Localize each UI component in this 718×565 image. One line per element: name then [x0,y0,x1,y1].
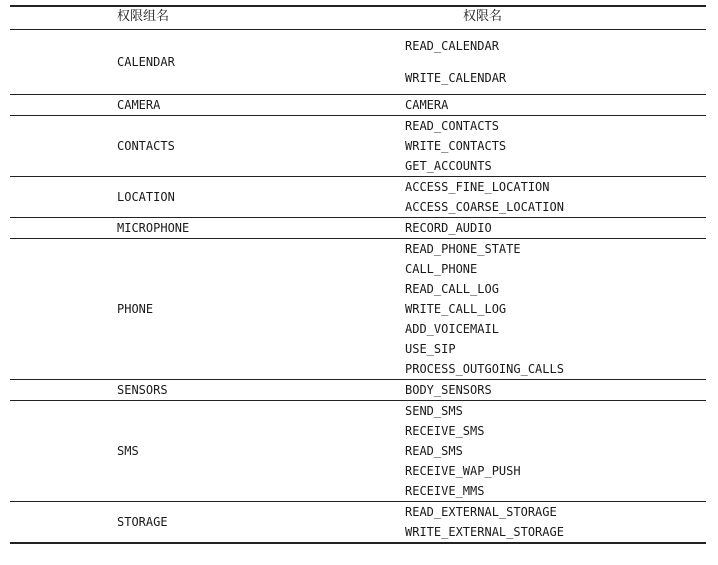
group-name-cell: SENSORS [117,383,168,397]
table-row-location [10,177,706,218]
group-name-cell: PHONE [117,302,154,316]
permission-item: WRITE_CALENDAR [405,71,507,85]
group-name-cell: SMS [117,444,139,458]
group-name-cell: CAMERA [117,98,161,112]
permission-list [405,95,706,115]
permission-item: READ_CALENDAR [405,39,499,53]
permission-item: PROCESS_OUTGOING_CALLS [405,362,564,376]
table-row-sms [10,401,706,502]
permission-item: WRITE_CALL_LOG [405,302,507,316]
group-name-cell: MICROPHONE [117,221,190,235]
permission-item: RECEIVE_MMS [405,484,485,498]
table-row-storage [10,502,706,544]
permissions-cell [405,401,706,502]
permission-item: ADD_VOICEMAIL [405,322,499,336]
permissions-cell [405,218,706,239]
permissions-cell [405,116,706,177]
permission-item: USE_SIP [405,342,456,356]
permissions-cell [405,177,706,218]
header-permission-name: 权限名 [463,9,503,24]
group-name-cell: CALENDAR [117,55,175,69]
permission-item: SEND_SMS [405,404,463,418]
permission-item: CAMERA [405,98,449,112]
permission-item: READ_SMS [405,444,463,458]
table-row-microphone [10,218,706,239]
permission-item: READ_EXTERNAL_STORAGE [405,505,557,519]
table-row-phone [10,239,706,380]
permissions-cell [405,30,706,95]
permissions-cell [405,95,706,116]
permission-item: ACCESS_FINE_LOCATION [405,180,550,194]
header-group-name: 权限组名 [117,9,170,24]
permission-item: READ_CONTACTS [405,119,499,133]
permission-list [405,218,706,238]
permission-item: READ_PHONE_STATE [405,242,521,256]
table-row-contacts [10,116,706,177]
table-row-camera [10,95,706,116]
permission-item: ACCESS_COARSE_LOCATION [405,200,564,214]
permission-list [405,401,706,501]
table-row-sensors [10,380,706,401]
permission-item: WRITE_EXTERNAL_STORAGE [405,525,564,539]
permissions-cell [405,380,706,401]
permission-item: WRITE_CONTACTS [405,139,507,153]
table-row-calendar [10,30,706,95]
permission-item: READ_CALL_LOG [405,282,499,296]
permission-list [405,177,706,217]
permission-item: CALL_PHONE [405,262,478,276]
permission-item: RECEIVE_WAP_PUSH [405,464,521,478]
permission-list [405,239,706,379]
permissions-cell [405,502,706,544]
table-header-row [10,5,706,30]
permission-list [405,116,706,176]
permission-item: BODY_SENSORS [405,383,492,397]
permission-list [405,380,706,400]
group-name-cell: STORAGE [117,515,168,529]
group-name-cell: LOCATION [117,190,175,204]
permission-list [405,502,706,542]
table-body [10,30,706,544]
permission-item: RECEIVE_SMS [405,424,485,438]
group-name-cell: CONTACTS [117,139,175,153]
permission-item: RECORD_AUDIO [405,221,492,235]
permissions-cell [405,239,706,380]
permission-item: GET_ACCOUNTS [405,159,492,173]
permission-list [405,30,706,94]
permission-group-table [10,5,706,544]
